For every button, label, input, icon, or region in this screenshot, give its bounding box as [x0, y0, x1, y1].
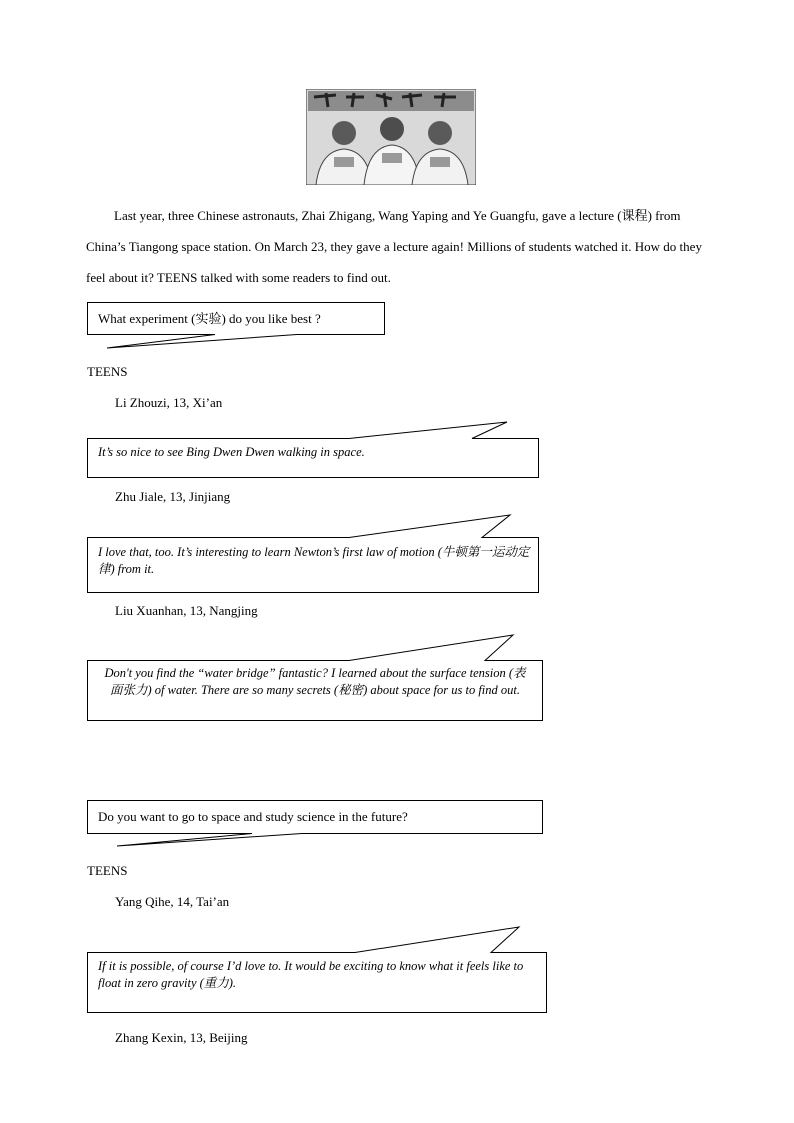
question-2-text: Do you want to go to space and study science in the future? [98, 809, 408, 824]
astronauts-photo [306, 89, 476, 185]
speaker-li-zhouzi: Li Zhouzi, 13, Xi’an [115, 395, 223, 410]
speaker-yang-qihe: Yang Qihe, 14, Tai’an [115, 894, 230, 909]
response-2-text: I love that, too. It’s interesting to learn Newton’s first law of motion (牛顿第一运动定律) from it. [98, 545, 530, 576]
response-1-text: It’s so nice to see Bing Dwen Dwen walking in space. [98, 445, 365, 459]
response-3-callout [87, 634, 545, 722]
response-4-text: If it is possible, of course I’d love to. It would be exciting to know what it feels like to float in zero gravity (重力). [98, 959, 524, 990]
intro-paragraph [86, 200, 716, 293]
response-1-callout [87, 421, 542, 479]
question-1-callout [87, 302, 387, 350]
question-2-callout [87, 800, 545, 848]
speaker-zhang-kexin: Zhang Kexin, 13, Beijing [115, 1030, 248, 1045]
question-1-text: What experiment (实验) do you like best ? [98, 311, 321, 326]
teens-label-2: TEENS [87, 863, 128, 878]
response-2-callout [87, 514, 542, 594]
response-3-text: Don't you find the “water bridge” fantastic? I learned about the surface tension (表面张力) of water. There are so many secrets (秘密) about space for us to find out. [104, 666, 526, 697]
speaker-liu-xuanhan: Liu Xuanhan, 13, Nangjing [115, 603, 258, 618]
teens-label-1: TEENS [87, 364, 128, 379]
speaker-zhu-jiale: Zhu Jiale, 13, Jinjiang [115, 489, 231, 504]
response-4-callout [87, 926, 549, 1014]
intro-text: Last year, three Chinese astronauts, Zhai Zhigang, Wang Yaping and Ye Guangfu, gave a lecture (课程) from China’s Tiangong space station. On March 23, they gave a lecture again! Millions of students watched it. How do they feel about it? TEENS talked with some readers to find out. [86, 208, 702, 285]
